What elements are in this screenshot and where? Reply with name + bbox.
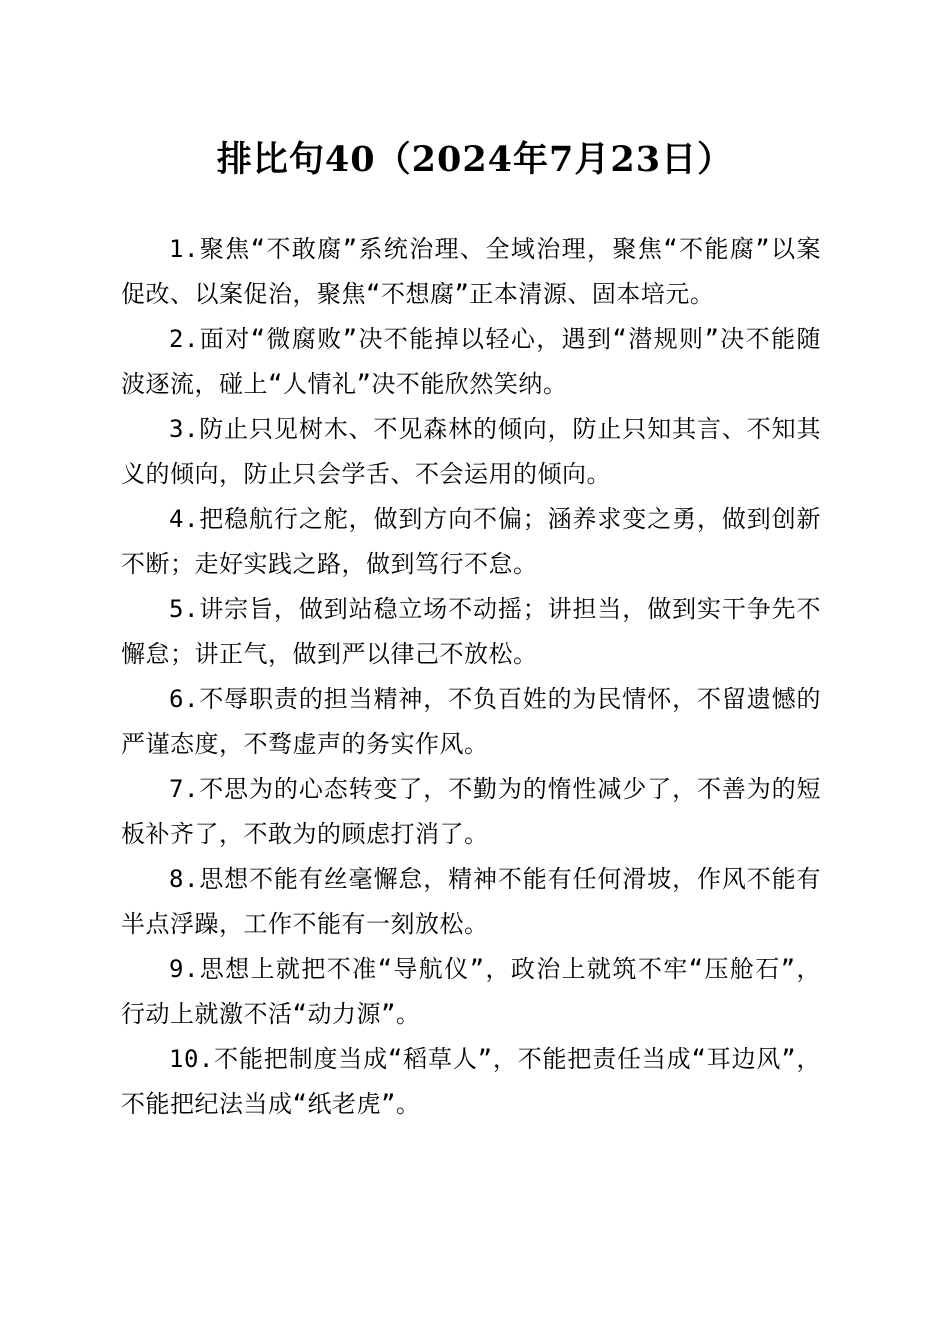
document-title: 排比句40（2024年7月23日） (216, 139, 734, 180)
paragraph-8: 8.思想不能有丝毫懈怠，精神不能有任何滑坡，作风不能有半点浮躁，工作不能有一刻放松。 (121, 865, 821, 938)
paragraph-5: 5.讲宗旨，做到站稳立场不动摇；讲担当，做到实干争先不懈怠；讲正气，做到严以律己不放松。 (121, 595, 821, 668)
paragraph-3: 3.防止只见树木、不见森林的倾向，防止只知其言、不知其义的倾向，防止只会学舌、不会运用的倾向。 (121, 415, 821, 488)
paragraph-2: 2.面对“微腐败”决不能掉以轻心，遇到“潜规则”决不能随波逐流，碰上“人情礼”决不能欣然笑纳。 (121, 325, 821, 398)
paragraph-4: 4.把稳航行之舵，做到方向不偏；涵养求变之勇，做到创新不断；走好实践之路，做到笃行不怠。 (121, 505, 821, 578)
paragraph-7: 7.不思为的心态转变了，不勤为的惰性减少了，不善为的短板补齐了，不敢为的顾虑打消了。 (121, 775, 821, 848)
paragraph-10: 10.不能把制度当成“稻草人”，不能把责任当成“耳边风”，不能把纪法当成“纸老虎”。 (121, 1045, 821, 1118)
paragraph-1: 1.聚焦“不敢腐”系统治理、全域治理，聚焦“不能腐”以案促改、以案促治，聚焦“不想腐”正本清源、固本培元。 (121, 235, 821, 308)
paragraph-6: 6.不辱职责的担当精神，不负百姓的为民情怀，不留遗憾的严谨态度，不骛虚声的务实作风。 (121, 685, 821, 758)
paragraph-9: 9.思想上就把不准“导航仪”，政治上就筑不牢“压舱石”，行动上就激不活“动力源”。 (121, 955, 821, 1028)
document-body (121, 227, 821, 1127)
